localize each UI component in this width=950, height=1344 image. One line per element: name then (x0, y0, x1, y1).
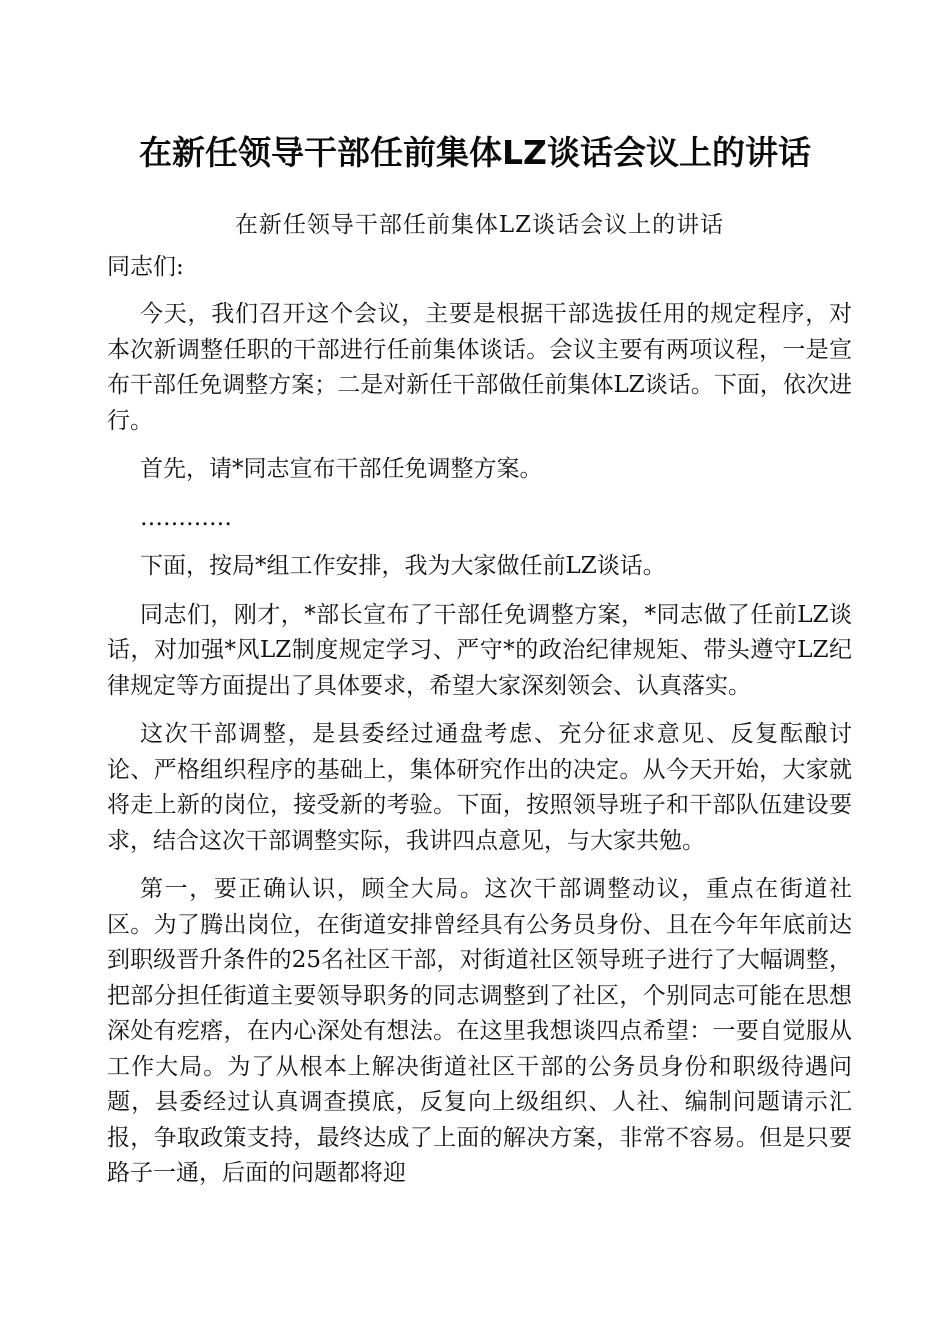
salutation: 同志们: (107, 253, 184, 280)
paragraph-opening: 今天，我们召开这个会议，主要是根据干部选拔任用的规定程序，对本次新调整任职的干部进行任前集体谈话。会议主要有两项议程，一是宣布干部任免调整方案；二是对新任干部做任前集体LZ谈话。下面，依次进行。 (107, 301, 852, 434)
document-body (107, 208, 852, 1205)
paragraph-ellipsis: ………… (140, 504, 232, 531)
paragraph-announcement: 首先，请*同志宣布干部任免调整方案。 (140, 456, 543, 482)
paragraph-adjustment: 这次干部调整，是县委经过通盘考虑、充分征求意见、反复酝酿讨论、严格组织程序的基础上，集体研究作出的决定。从今天开始，大家就将走上新的岗位，接受新的考验。下面，按照领导班子和干部队伍建设要求，结合这次干部调整实际，我讲四点意见，与大家共勉。 (107, 721, 852, 854)
document-title: 在新任领导干部任前集体LZ谈话会议上的讲话 (139, 133, 811, 172)
document-subtitle: 在新任领导干部任前集体LZ谈话会议上的讲话 (234, 212, 725, 238)
paragraph-transition: 下面，按局*组工作安排，我为大家做任前LZ谈话。 (140, 553, 666, 579)
paragraph-recap: 同志们，刚才，*部长宣布了干部任免调整方案，*同志做了任前LZ谈话，对加强*风LZ制度规定学习、严守*的政治纪律规矩、带头遵守LZ纪律规定等方面提出了具体要求，希望大家深刻领会、认真落实。 (107, 601, 852, 699)
paragraph-point-one: 第一，要正确认识，顾全大局。这次干部调整动议，重点在街道社区。为了腾出岗位，在街道安排曾经具有公务员身份、且在今年年底前达到职级晋升条件的25名社区干部，对街道社区领导班子进行了大幅调整，把部分担任街道主要领导职务的同志调整到了社区，个别同志可能在思想深处有疙瘩，在内心深处有想法。在这里我想谈四点希望：一要自觉服从工作大局。为了从根本上解决街道社区干部的公务员身份和职级待遇问题，县委经过认真调查摸底，反复向上级组织、人社、编制问题请示汇报，争取政策支持，最终达成了上面的解决方案，非常不容易。但是只要路子一通，后面的问题都将迎 (107, 876, 852, 1186)
